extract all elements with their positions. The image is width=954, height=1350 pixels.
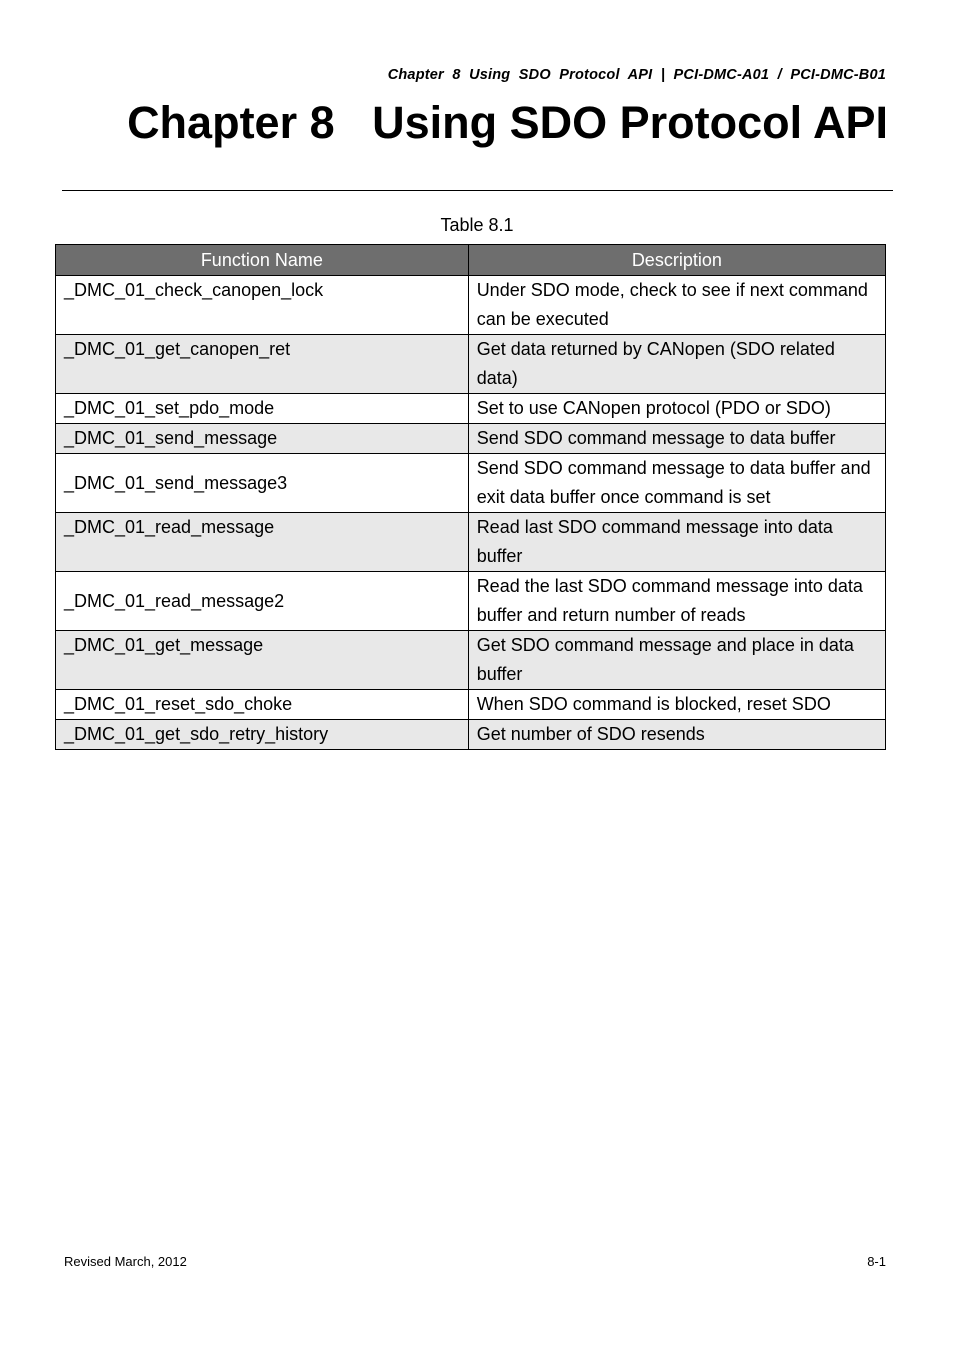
column-header-description: Description bbox=[468, 245, 885, 276]
function-name-cell: _DMC_01_get_sdo_retry_history bbox=[56, 720, 469, 750]
footer-page-number: 8-1 bbox=[867, 1254, 886, 1269]
column-header-function-name: Function Name bbox=[56, 245, 469, 276]
table-header-row bbox=[56, 245, 886, 276]
description-cell: Get data returned by CANopen (SDO related data) bbox=[468, 335, 885, 394]
table-row bbox=[56, 454, 886, 513]
table-row bbox=[56, 513, 886, 572]
table-row bbox=[56, 394, 886, 424]
description-cell: Send SDO command message to data buffer and exit data buffer once command is set bbox=[468, 454, 885, 513]
function-name-cell: _DMC_01_send_message3 bbox=[56, 454, 469, 513]
description-cell: Get SDO command message and place in data buffer bbox=[468, 631, 885, 690]
function-name-cell: _DMC_01_get_canopen_ret bbox=[56, 335, 469, 394]
table-row bbox=[56, 276, 886, 335]
function-name-cell: _DMC_01_get_message bbox=[56, 631, 469, 690]
table-row bbox=[56, 572, 886, 631]
function-name-cell: _DMC_01_read_message2 bbox=[56, 572, 469, 631]
function-name-cell: _DMC_01_check_canopen_lock bbox=[56, 276, 469, 335]
table-row bbox=[56, 424, 886, 454]
table-row bbox=[56, 631, 886, 690]
description-cell: Get number of SDO resends bbox=[468, 720, 885, 750]
table-row bbox=[56, 690, 886, 720]
description-cell: When SDO command is blocked, reset SDO bbox=[468, 690, 885, 720]
description-cell: Set to use CANopen protocol (PDO or SDO) bbox=[468, 394, 885, 424]
table-row bbox=[56, 335, 886, 394]
function-name-cell: _DMC_01_read_message bbox=[56, 513, 469, 572]
title-divider bbox=[62, 190, 893, 191]
chapter-title: Chapter 8 Using SDO Protocol API bbox=[127, 97, 888, 148]
function-table bbox=[55, 244, 886, 750]
function-name-cell: _DMC_01_set_pdo_mode bbox=[56, 394, 469, 424]
running-header: Chapter 8 Using SDO Protocol API | PCI-DMC-A01 / PCI-DMC-B01 bbox=[387, 67, 886, 83]
description-cell: Send SDO command message to data buffer bbox=[468, 424, 885, 454]
footer-revision: Revised March, 2012 bbox=[64, 1254, 187, 1269]
description-cell: Under SDO mode, check to see if next command can be executed bbox=[468, 276, 885, 335]
description-cell: Read last SDO command message into data buffer bbox=[468, 513, 885, 572]
function-name-cell: _DMC_01_send_message bbox=[56, 424, 469, 454]
table-caption: Table 8.1 bbox=[440, 215, 514, 235]
function-name-cell: _DMC_01_reset_sdo_choke bbox=[56, 690, 469, 720]
table-row bbox=[56, 720, 886, 750]
description-cell: Read the last SDO command message into data buffer and return number of reads bbox=[468, 572, 885, 631]
